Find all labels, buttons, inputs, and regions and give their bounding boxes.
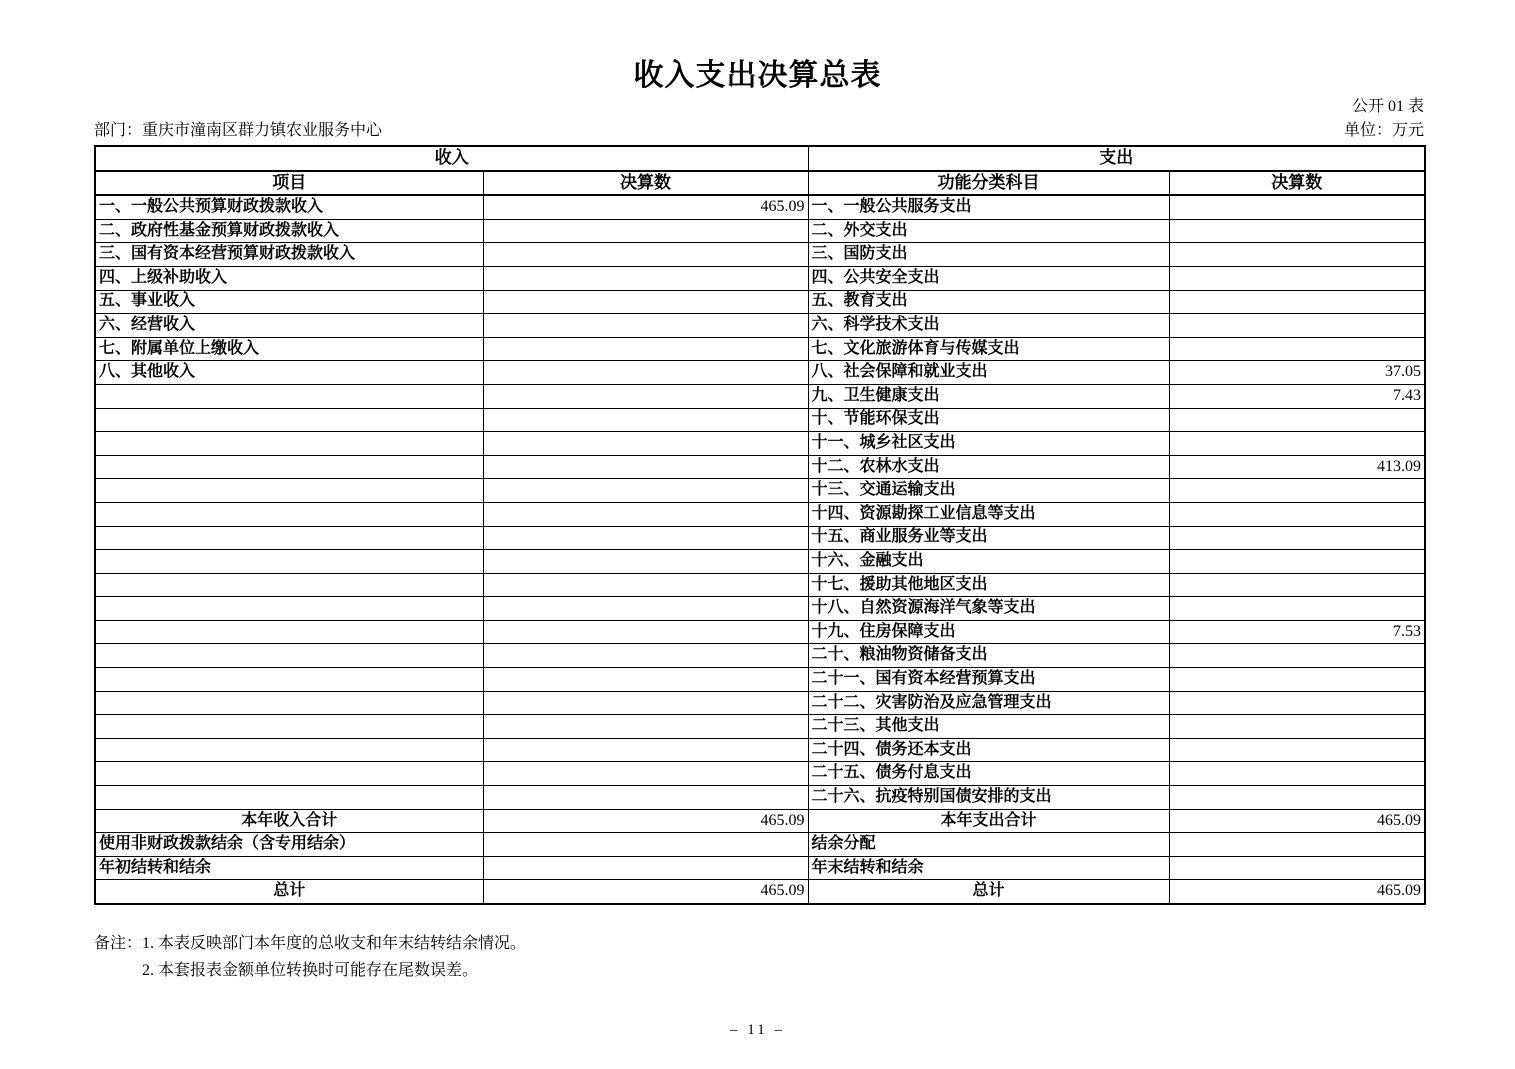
income-summary-amount: 465.09 bbox=[483, 809, 808, 833]
expense-amount: 37.05 bbox=[1169, 361, 1425, 385]
table-row bbox=[95, 715, 1425, 739]
expense-summary-amount bbox=[1169, 856, 1425, 880]
expense-amount bbox=[1169, 408, 1425, 432]
income-item-label bbox=[95, 715, 483, 739]
expense-amount bbox=[1169, 786, 1425, 810]
summary-row bbox=[95, 880, 1425, 904]
expense-summary-label: 本年支出合计 bbox=[808, 809, 1169, 833]
expense-summary-label: 总计 bbox=[808, 880, 1169, 904]
income-amount bbox=[483, 550, 808, 574]
income-item-label: 八、其他收入 bbox=[95, 361, 483, 385]
expense-amount bbox=[1169, 479, 1425, 503]
table-row bbox=[95, 644, 1425, 668]
table-row bbox=[95, 479, 1425, 503]
summary-row bbox=[95, 809, 1425, 833]
expense-summary-label: 结余分配 bbox=[808, 833, 1169, 857]
income-amount bbox=[483, 432, 808, 456]
income-item-label bbox=[95, 691, 483, 715]
table-row bbox=[95, 432, 1425, 456]
expense-item-label: 三、国防支出 bbox=[808, 243, 1169, 267]
column-header-row bbox=[95, 171, 1425, 196]
expense-item-label: 十四、资源勘探工业信息等支出 bbox=[808, 502, 1169, 526]
income-item-label bbox=[95, 786, 483, 810]
income-item-label: 七、附属单位上缴收入 bbox=[95, 337, 483, 361]
expense-item-label: 六、科学技术支出 bbox=[808, 314, 1169, 338]
expense-amount-col-header: 决算数 bbox=[1169, 171, 1425, 196]
income-summary-label: 年初结转和结余 bbox=[95, 856, 483, 880]
page-title: 收入支出决算总表 bbox=[633, 59, 882, 92]
expense-amount bbox=[1169, 550, 1425, 574]
table-row bbox=[95, 691, 1425, 715]
expense-item-label: 二、外交支出 bbox=[808, 219, 1169, 243]
table-row bbox=[95, 526, 1425, 550]
expense-item-label: 十九、住房保障支出 bbox=[808, 620, 1169, 644]
expense-item-label: 十三、交通运输支出 bbox=[808, 479, 1169, 503]
table-row bbox=[95, 219, 1425, 243]
notes-lines bbox=[142, 930, 526, 984]
income-amount bbox=[483, 597, 808, 621]
expense-amount: 7.53 bbox=[1169, 620, 1425, 644]
income-summary-amount: 465.09 bbox=[483, 880, 808, 904]
income-amount bbox=[483, 314, 808, 338]
income-amount bbox=[483, 573, 808, 597]
income-amount bbox=[483, 337, 808, 361]
expense-item-label: 十八、自然资源海洋气象等支出 bbox=[808, 597, 1169, 621]
expense-amount bbox=[1169, 314, 1425, 338]
table-row bbox=[95, 455, 1425, 479]
income-amount bbox=[483, 479, 808, 503]
notes bbox=[94, 930, 526, 984]
expense-amount bbox=[1169, 573, 1425, 597]
income-amount bbox=[483, 455, 808, 479]
summary-row bbox=[95, 833, 1425, 857]
table-row bbox=[95, 266, 1425, 290]
table-row bbox=[95, 738, 1425, 762]
income-item-label bbox=[95, 550, 483, 574]
table-row bbox=[95, 361, 1425, 385]
expense-item-label: 二十二、灾害防治及应急管理支出 bbox=[808, 691, 1169, 715]
income-amount bbox=[483, 644, 808, 668]
expense-item-label: 十五、商业服务业等支出 bbox=[808, 526, 1169, 550]
expense-amount bbox=[1169, 738, 1425, 762]
expense-item-label: 十七、援助其他地区支出 bbox=[808, 573, 1169, 597]
income-amount: 465.09 bbox=[483, 195, 808, 219]
expense-amount bbox=[1169, 502, 1425, 526]
expense-amount bbox=[1169, 644, 1425, 668]
income-item-label bbox=[95, 502, 483, 526]
expense-item-label: 十二、农林水支出 bbox=[808, 455, 1169, 479]
table-row bbox=[95, 243, 1425, 267]
expense-item-label: 五、教育支出 bbox=[808, 290, 1169, 314]
table-head bbox=[95, 146, 1425, 195]
expense-item-label: 二十五、债务付息支出 bbox=[808, 762, 1169, 786]
income-item-label bbox=[95, 668, 483, 692]
expense-amount: 413.09 bbox=[1169, 455, 1425, 479]
income-amount bbox=[483, 715, 808, 739]
income-amount bbox=[483, 502, 808, 526]
income-item-label bbox=[95, 384, 483, 408]
income-item-label: 五、事业收入 bbox=[95, 290, 483, 314]
table-row bbox=[95, 384, 1425, 408]
income-amount-col-header: 决算数 bbox=[483, 171, 808, 196]
income-item-label: 四、上级补助收入 bbox=[95, 266, 483, 290]
table-row bbox=[95, 290, 1425, 314]
expense-item-label: 九、卫生健康支出 bbox=[808, 384, 1169, 408]
table-row bbox=[95, 550, 1425, 574]
income-item-label bbox=[95, 408, 483, 432]
income-item-label bbox=[95, 455, 483, 479]
expense-item-label: 四、公共安全支出 bbox=[808, 266, 1169, 290]
income-amount bbox=[483, 762, 808, 786]
expense-section-header: 支出 bbox=[808, 146, 1425, 171]
income-item-label bbox=[95, 738, 483, 762]
expense-item-label: 一、一般公共服务支出 bbox=[808, 195, 1169, 219]
summary-row bbox=[95, 856, 1425, 880]
table-row bbox=[95, 597, 1425, 621]
expense-amount bbox=[1169, 219, 1425, 243]
income-summary-label: 使用非财政拨款结余（含专用结余） bbox=[95, 833, 483, 857]
expense-item-col-header: 功能分类科目 bbox=[808, 171, 1169, 196]
income-summary-label: 总计 bbox=[95, 880, 483, 904]
table-row bbox=[95, 668, 1425, 692]
expense-item-label: 二十、粮油物资储备支出 bbox=[808, 644, 1169, 668]
income-item-label: 三、国有资本经营预算财政拨款收入 bbox=[95, 243, 483, 267]
table-row bbox=[95, 314, 1425, 338]
income-item-label bbox=[95, 762, 483, 786]
expense-item-label: 十、节能环保支出 bbox=[808, 408, 1169, 432]
income-item-label: 一、一般公共预算财政拨款收入 bbox=[95, 195, 483, 219]
income-item-label bbox=[95, 644, 483, 668]
income-amount bbox=[483, 526, 808, 550]
expense-amount bbox=[1169, 243, 1425, 267]
expense-amount bbox=[1169, 290, 1425, 314]
expense-item-label: 八、社会保障和就业支出 bbox=[808, 361, 1169, 385]
expense-summary-amount bbox=[1169, 833, 1425, 857]
income-amount bbox=[483, 620, 808, 644]
income-section-header: 收入 bbox=[95, 146, 808, 171]
expense-item-label: 二十一、国有资本经营预算支出 bbox=[808, 668, 1169, 692]
expense-amount bbox=[1169, 266, 1425, 290]
income-amount bbox=[483, 361, 808, 385]
table-row bbox=[95, 762, 1425, 786]
page-number: – 11 – bbox=[730, 1022, 785, 1038]
section-header-row bbox=[95, 146, 1425, 171]
table-row bbox=[95, 408, 1425, 432]
expense-summary-label: 年末结转和结余 bbox=[808, 856, 1169, 880]
expense-amount bbox=[1169, 691, 1425, 715]
income-amount bbox=[483, 408, 808, 432]
expense-amount bbox=[1169, 195, 1425, 219]
income-item-label bbox=[95, 573, 483, 597]
income-amount bbox=[483, 384, 808, 408]
income-amount bbox=[483, 243, 808, 267]
income-summary-amount bbox=[483, 833, 808, 857]
table-row bbox=[95, 573, 1425, 597]
income-amount bbox=[483, 691, 808, 715]
table-row bbox=[95, 620, 1425, 644]
income-item-col-header: 项目 bbox=[95, 171, 483, 196]
table-row bbox=[95, 786, 1425, 810]
expense-item-label: 七、文化旅游体育与传媒支出 bbox=[808, 337, 1169, 361]
unit-label: 单位：万元 bbox=[1343, 122, 1424, 139]
income-amount bbox=[483, 219, 808, 243]
budget-table bbox=[94, 145, 1426, 905]
department-label: 部门：重庆市潼南区群力镇农业服务中心 bbox=[94, 122, 383, 139]
income-item-label: 六、经营收入 bbox=[95, 314, 483, 338]
table-row bbox=[95, 502, 1425, 526]
income-summary-label: 本年收入合计 bbox=[95, 809, 483, 833]
expense-summary-amount: 465.09 bbox=[1169, 809, 1425, 833]
income-item-label bbox=[95, 597, 483, 621]
note-line-2: 2. 本套报表金额单位转换时可能存在尾数误差。 bbox=[142, 962, 479, 979]
expense-amount bbox=[1169, 762, 1425, 786]
income-item-label bbox=[95, 620, 483, 644]
table-row bbox=[95, 195, 1425, 219]
income-summary-amount bbox=[483, 856, 808, 880]
income-item-label bbox=[95, 526, 483, 550]
notes-label: 备注： bbox=[94, 935, 143, 952]
expense-item-label: 十一、城乡社区支出 bbox=[808, 432, 1169, 456]
expense-amount: 7.43 bbox=[1169, 384, 1425, 408]
income-amount bbox=[483, 266, 808, 290]
expense-item-label: 二十六、抗疫特别国债安排的支出 bbox=[808, 786, 1169, 810]
expense-amount bbox=[1169, 715, 1425, 739]
expense-item-label: 二十四、债务还本支出 bbox=[808, 738, 1169, 762]
income-amount bbox=[483, 786, 808, 810]
expense-amount bbox=[1169, 432, 1425, 456]
table-row bbox=[95, 337, 1425, 361]
budget-table-body bbox=[95, 195, 1425, 904]
income-item-label: 二、政府性基金预算财政拨款收入 bbox=[95, 219, 483, 243]
note-line-1: 1. 本表反映部门本年度的总收支和年末结转结余情况。 bbox=[142, 935, 527, 952]
income-amount bbox=[483, 668, 808, 692]
expense-amount bbox=[1169, 337, 1425, 361]
expense-amount bbox=[1169, 526, 1425, 550]
expense-summary-amount: 465.09 bbox=[1169, 880, 1425, 904]
income-amount bbox=[483, 738, 808, 762]
income-item-label bbox=[95, 432, 483, 456]
income-amount bbox=[483, 290, 808, 314]
expense-amount bbox=[1169, 597, 1425, 621]
expense-item-label: 十六、金融支出 bbox=[808, 550, 1169, 574]
table-code: 公开 01 表 bbox=[1351, 98, 1424, 115]
expense-item-label: 二十三、其他支出 bbox=[808, 715, 1169, 739]
income-item-label bbox=[95, 479, 483, 503]
expense-amount bbox=[1169, 668, 1425, 692]
